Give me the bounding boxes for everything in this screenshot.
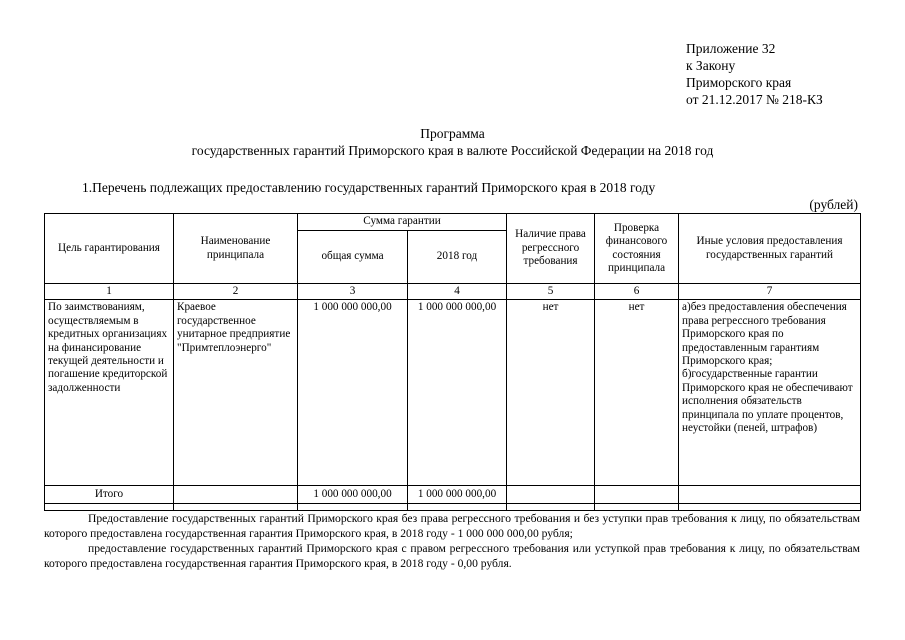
section-heading: 1.Перечень подлежащих предоставлению государственных гарантий Приморского края в 2018 году <box>82 180 656 195</box>
header-row-1 <box>45 214 861 231</box>
spacer-cell <box>298 504 408 511</box>
appendix-block <box>686 40 823 108</box>
spacer-cell <box>595 504 679 511</box>
table-row <box>45 300 861 486</box>
total-empty-cell <box>679 486 861 504</box>
header-sum-group: Сумма гарантии <box>298 214 507 231</box>
appendix-date: от 21.12.2017 № 218-КЗ <box>686 92 823 107</box>
spacer-cell <box>507 504 595 511</box>
table-bottom-spacer <box>45 504 861 511</box>
cell-recourse: нет <box>507 300 595 486</box>
total-empty-cell <box>595 486 679 504</box>
column-number: 4 <box>408 284 507 300</box>
column-number: 3 <box>298 284 408 300</box>
spacer-cell <box>45 504 174 511</box>
header-recourse: Наличие права регрессного требования <box>507 214 595 284</box>
column-numbers-row <box>45 284 861 300</box>
total-sum-2018: 1 000 000 000,00 <box>408 486 507 504</box>
total-empty-cell <box>507 486 595 504</box>
total-label: Итого <box>45 486 174 504</box>
column-number: 1 <box>45 284 174 300</box>
appendix-law: к Закону <box>686 58 736 73</box>
cell-purpose: По заимствованиям, осуществляемым в кредитных организациях на финансирование текущей деятельности и погашение кредиторской задолженности <box>45 300 174 486</box>
cell-other-conditions: а)без предоставления обеспечения права регрессного требования Приморского края по предоставленным гарантиям Приморского края; б)государственные гарантии Приморского края не обеспечивают исполнения обязательств принципала по уплате процентов, неустойки (пеней, штрафов) <box>679 300 861 486</box>
appendix-region: Приморского края <box>686 75 792 90</box>
spacer-cell <box>679 504 861 511</box>
header-other: Иные условия предоставления государственных гарантий <box>679 214 861 284</box>
title-line-2: государственных гарантий Приморского края в валюте Российской Федерации на 2018 год <box>191 143 714 158</box>
header-purpose: Цель гарантирования <box>45 214 174 284</box>
total-empty-cell <box>174 486 298 504</box>
cell-sum-total: 1 000 000 000,00 <box>298 300 408 486</box>
cell-principal: Краевое государственное унитарное предприятие "Примтеплоэнерго" <box>174 300 298 486</box>
title-line-1: Программа <box>420 126 485 141</box>
note-paragraph-2: предоставление государственных гарантий Приморского края с правом регрессного требования или уступкой прав требования к лицу, по обязательствам которого предоставлена государственная гарантия Приморского края, в 2018 году - 0,00 рубля. <box>44 542 860 570</box>
document-title <box>0 125 905 159</box>
column-number: 5 <box>507 284 595 300</box>
note-paragraph-1: Предоставление государственных гарантий Приморского края без права регрессного требования и без уступки прав требования к лицу, по обязательствам которого предоставлена государственная гарантия Приморского края, в 2018 году - 1 000 000 000,00 рубля; <box>44 512 860 540</box>
spacer-cell <box>174 504 298 511</box>
column-number: 2 <box>174 284 298 300</box>
header-check: Проверка финансового состояния принципала <box>595 214 679 284</box>
spacer-cell <box>408 504 507 511</box>
header-sum-total: общая сумма <box>298 231 408 284</box>
guarantees-table <box>44 213 861 511</box>
notes-block <box>44 511 860 571</box>
total-sum-total: 1 000 000 000,00 <box>298 486 408 504</box>
header-principal: Наименование принципала <box>174 214 298 284</box>
column-number: 7 <box>679 284 861 300</box>
cell-sum-2018: 1 000 000 000,00 <box>408 300 507 486</box>
cell-check: нет <box>595 300 679 486</box>
appendix-number: Приложение 32 <box>686 41 776 56</box>
header-sum-2018: 2018 год <box>408 231 507 284</box>
column-number: 6 <box>595 284 679 300</box>
unit-label: (рублей) <box>809 197 858 212</box>
total-row <box>45 486 861 504</box>
